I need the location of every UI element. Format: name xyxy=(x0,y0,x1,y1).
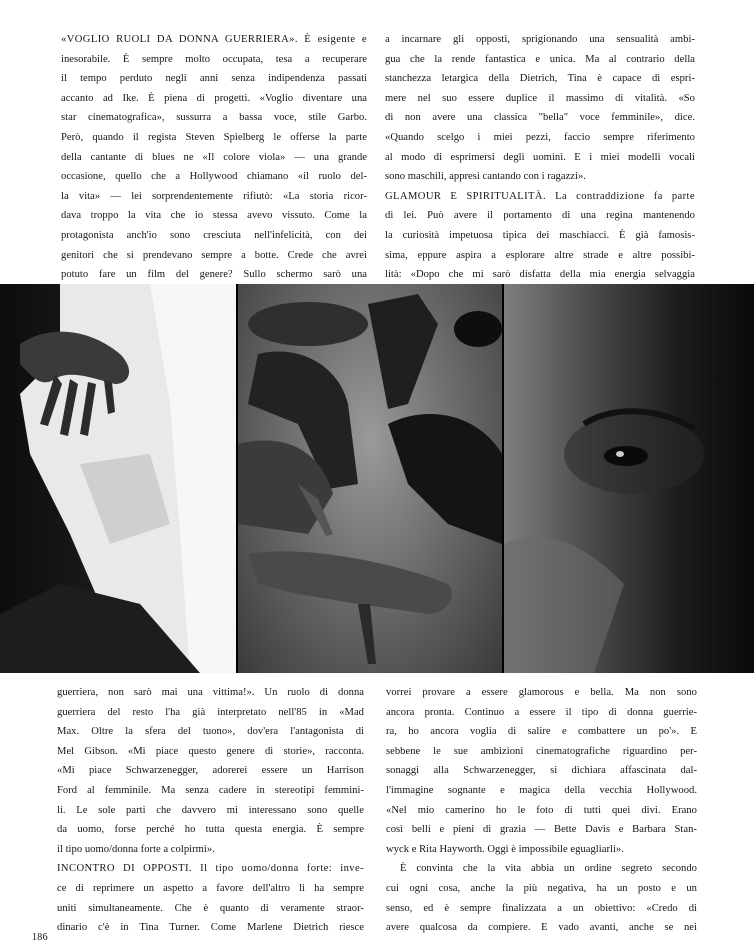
text-line: lità: «Dopo che mi sarò disfatta della mia energia selvaggia xyxy=(385,269,695,281)
photo-shoes xyxy=(238,284,502,673)
face-illustration xyxy=(504,284,754,673)
text-line: Ford al femminile. Ma senza cadere in stereotipi femmini- xyxy=(57,784,364,796)
section-heading-line: INCONTRO DI OPPOSTI. Il tipo uomo/donna forte: inve- xyxy=(57,863,364,875)
text-column-top-right xyxy=(385,30,695,285)
text-line: il tempo perduto negli anni senza indipendenza passati xyxy=(61,73,367,85)
text-line: vorrei provare a essere glamorous e bella. Ma non sono xyxy=(386,687,697,698)
hand-shirt-illustration xyxy=(0,284,236,673)
text-line: sebbene le sue ambizioni cinematografiche riguardino per- xyxy=(386,745,697,757)
text-line: accanto ad Ike. È piena di progetti. «Voglio diventare una xyxy=(61,92,367,104)
text-line: uniti simultaneamente. Che è quanto di veramente straor- xyxy=(57,902,364,914)
text-line: così belli e pieni di grazia — Bette Davis e Barbara Stan- xyxy=(386,824,697,836)
text-line: stanchezza letargica della Dietrich, Tina è capace di espri- xyxy=(385,73,695,85)
text-line: sonaggi alla Schwarzenegger, si dichiara affascinata dal- xyxy=(386,765,697,777)
text-line: ancora pronta. Continuo a essere il tipo di donna guerrie- xyxy=(386,706,697,718)
text-line: inesorabile. È sempre molto occupata, tesa a recuperare xyxy=(61,53,367,65)
text-line: ce di reprimere un aspetto a favore dell'altro li ha sempre xyxy=(57,882,364,894)
text-line: da uomo, forse perché ho tutta questa energia. È sempre xyxy=(57,824,364,836)
text-line: avere qualcosa da compiere. E vado avanti, anche se nei xyxy=(386,922,697,934)
photo-strip xyxy=(0,284,754,673)
photo-hand-shirt xyxy=(0,284,236,673)
text-line: guerriera del resto l'ha già interpretato nell'85 in «Mad xyxy=(57,706,364,718)
text-column-bottom-left xyxy=(57,683,364,938)
text-line: il tipo uomo/donna forte a colpirmi». xyxy=(57,843,215,855)
text-line: cui ogni cosa, anche la più negativa, ha un posto e un xyxy=(386,882,697,894)
text-line: È convinta che la vita abbia un ordine segreto secondo xyxy=(400,863,697,875)
text-line: dinario c'è in Tina Turner. Come Marlene Dietrich riesce xyxy=(57,922,364,934)
text-line: protagonista anch'io sono cresciuta nell'infelicità, con dei xyxy=(61,229,367,241)
text-line: guerriera, non sarò mai una vittima!». Un ruolo di donna xyxy=(57,687,364,698)
text-line: «Quando scelgo i miei pezzi, faccio sempre riferimento xyxy=(385,131,695,143)
text-line: ra, ho ancora voglia di salire e combattere un po'». E xyxy=(386,726,697,738)
text-line: occasione, quello che a Hollywood chiamano «il ruolo del- xyxy=(61,171,367,183)
text-line: senso, ed è sempre finalizzata a un obiettivo: «Credo di xyxy=(386,902,697,914)
text-line: la vita» — lei sorprendentemente rifiutò: «La storia ricor- xyxy=(61,190,367,202)
text-line: wyck e Rita Hayworth. Oggi è impossibile eguagliarli». xyxy=(386,843,624,855)
text-line: li. Le sole parti che davvero mi interessano sono quelle xyxy=(57,804,364,816)
text-line: genitori che si prendevano sempre a botte. Crede che avrei xyxy=(61,249,367,261)
text-line: «Mi piace Schwarzenegger, adorerei essere un Harrison xyxy=(57,765,364,777)
text-line: sono maschili, appresi cantando con i ragazzi». xyxy=(385,171,586,183)
text-line: sima, eppure aspira a esplorare altre strade e altre possibi- xyxy=(385,249,695,261)
photo-face xyxy=(504,284,754,673)
shoes-illustration xyxy=(238,284,502,673)
text-line: star cinematografica», sussurra a bassa voce, stile Garbo. xyxy=(61,112,367,124)
text-line: Però, quando il regista Steven Spielberg le offerse la parte xyxy=(61,131,367,143)
page-number: 186 xyxy=(32,932,48,943)
text-line: Mel Gibson. «Mi piace questo genere di storie», racconta. xyxy=(57,745,364,757)
text-line: della cantante di blues ne «Il colore viola» — una grande xyxy=(61,151,367,163)
text-line: al modo di esprimersi degli uomini. E i miei modelli vocali xyxy=(385,151,695,163)
text-line: di non avere una classica "bella" voce femminile», dice. xyxy=(385,112,695,124)
text-line: a incarnare gli opposti, sprigionando una sensualità ambi- xyxy=(385,34,695,45)
text-line: la curiosità impetuosa tipica dei maschiacci. È già famosis- xyxy=(385,229,695,241)
text-line: Max. Oltre la sfera del tuono», dov'era l'antagonista di xyxy=(57,726,364,738)
text-line: dava troppo la vita che io stessa avevo vissuto. Come la xyxy=(61,210,367,222)
text-column-bottom-right xyxy=(386,683,697,938)
section-heading-line: GLAMOUR E SPIRITUALITÀ. La contraddizione fa parte xyxy=(385,190,695,202)
text-line: di lei. Può avere il portamento di una regina mantenendo xyxy=(385,210,695,222)
text-line: potuto fare un film del genere? Sullo schermo sarò una xyxy=(61,269,367,281)
text-line: «Nel mio camerino ho le foto di tutti quei divi. Erano xyxy=(386,804,697,816)
text-line: «VOGLIO RUOLI DA DONNA GUERRIERA». È esigente e xyxy=(61,34,367,45)
text-column-top-left xyxy=(61,30,367,285)
text-line: gua che la rende fantastica e unica. Ma al contrario della xyxy=(385,53,695,65)
text-line: mere nel suo essere duplice il massimo di vitalità. «So xyxy=(385,92,695,104)
text-line: l'immagine sognante e magica della vecchia Hollywood. xyxy=(386,784,697,796)
